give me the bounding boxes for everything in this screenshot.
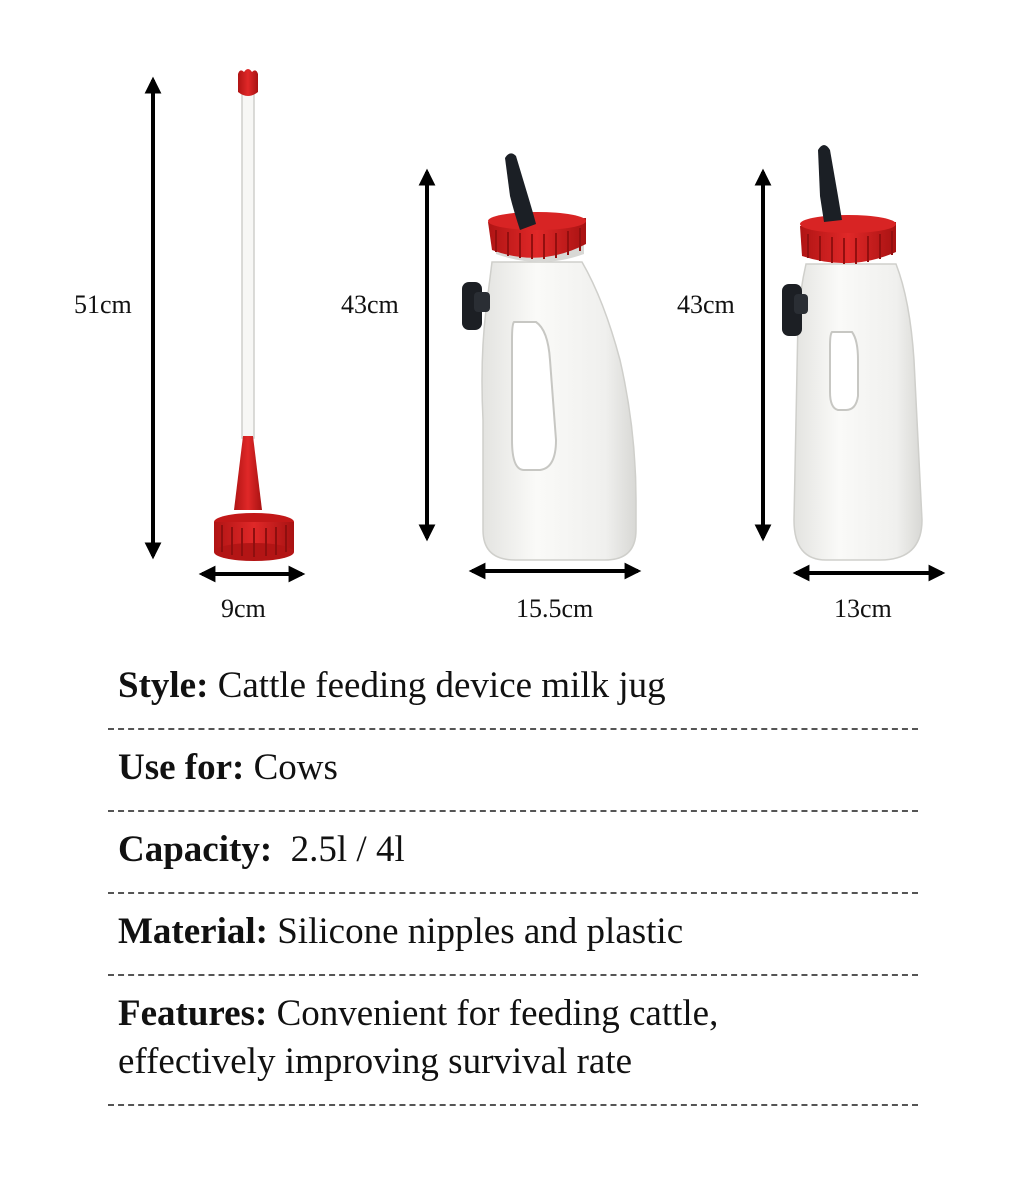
spec-value: Cattle feeding device milk jug [208,665,666,706]
feeder-height-label: 51cm [74,290,132,319]
feeder-width-label: 9cm [221,594,266,623]
spec-value: Silicone nipples and plastic [267,911,684,952]
small-jug-width-label: 13cm [834,594,892,623]
large-jug-width-label: 15.5cm [516,594,594,623]
spec-row-features [108,976,918,1106]
spec-row-material [108,894,918,976]
spec-list [108,648,918,1106]
spec-value: Cows [244,747,338,788]
tube-feeder-image [214,69,294,561]
small-milk-jug-image [782,145,922,560]
large-milk-jug-image [462,153,636,560]
spec-label: Use for: [118,747,245,788]
spec-row-style [108,648,918,730]
spec-value: Convenient for feeding cattle, effectively improving survival rate [118,993,719,1082]
spec-row-use-for [108,730,918,812]
small-jug-height-label: 43cm [677,290,735,319]
spec-label: Capacity: [118,829,273,870]
spec-label: Style: [118,665,209,706]
spec-row-capacity [108,812,918,894]
spec-label: Material: [118,911,268,952]
spec-label: Features: [118,993,268,1034]
spec-value: 2.5l / 4l [272,829,405,870]
large-jug-height-label: 43cm [341,290,399,319]
